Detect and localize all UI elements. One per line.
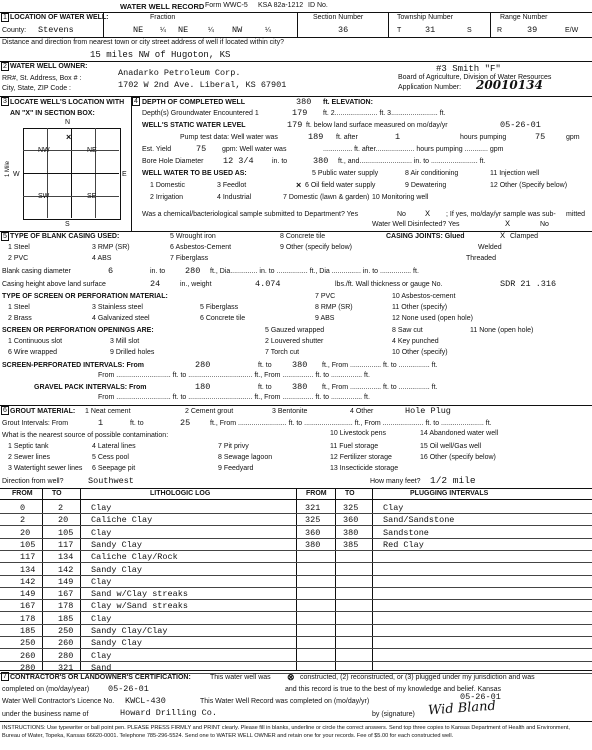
log-cell: Clay <box>91 527 112 538</box>
log-cell: 0 <box>20 503 26 513</box>
depth-completed-value: 380 <box>296 97 312 107</box>
plug-cell: 325 <box>343 503 359 513</box>
table-row <box>3 588 588 600</box>
pump-hours-label: hours pumping <box>460 134 507 141</box>
table-row <box>3 613 588 625</box>
log-cell: 117 <box>20 552 36 563</box>
record-date: 05-26-01 <box>460 692 501 702</box>
casing-weight: 4.074 <box>255 279 281 289</box>
plug-cell: Sand/Sandstone <box>383 515 455 526</box>
table-row <box>3 564 588 576</box>
plug-cell: Clay <box>383 503 404 513</box>
log-cell: 105 <box>20 539 36 550</box>
range-r: R <box>497 27 503 34</box>
log-cell: 142 <box>20 576 36 587</box>
static-level-value: 179 <box>287 120 303 130</box>
log-cell: 167 <box>58 589 74 600</box>
log-cell: Clay <box>91 613 112 624</box>
table-row <box>3 576 588 588</box>
grout-from: 1 <box>98 418 104 428</box>
table-row <box>3 662 588 674</box>
fraction-1: NE <box>133 25 144 35</box>
township-label: Township Number <box>397 14 454 21</box>
location-x-mark: × <box>66 132 72 142</box>
gravel-label: GRAVEL PACK INTERVALS: From <box>34 384 147 391</box>
casing-diameter: 6 <box>108 266 114 276</box>
joints-label: CASING JOINTS: Glued <box>386 233 465 240</box>
license-number: KWCL-430 <box>125 696 166 706</box>
county-value: Stevens <box>38 25 74 35</box>
groundwater-value: 179 <box>292 108 308 118</box>
section-number-label: Section Number <box>313 14 364 21</box>
owner-address: 1702 W 2nd Ave. Liberal, KS 67901 <box>118 80 287 90</box>
log-cell: 134 <box>20 564 36 575</box>
casing-height-label: Casing height above land surface <box>2 281 106 288</box>
log-cell: Sandy Clay <box>91 539 143 550</box>
casing-diameter-to: 280 <box>185 266 201 276</box>
plug-cell: 321 <box>305 503 321 513</box>
screen-material-label: TYPE OF SCREEN OR PERFORATION MATERIAL: <box>2 293 168 300</box>
perforated-label: SCREEN-PERFORATED INTERVALS: From <box>2 362 144 369</box>
contamination-label: What is the nearest source of possible contamination: <box>2 432 169 439</box>
quarter-2: ¼ <box>208 27 214 34</box>
id-number-label: ID No. <box>308 2 328 9</box>
fraction-label: Fraction <box>150 14 176 21</box>
groundwater-label: Depth(s) Groundwater Encountered 1 <box>142 110 259 117</box>
log-cell: Sandy Clay <box>91 564 143 575</box>
log-cell: 142 <box>58 564 74 575</box>
log-cell: Clay w/Sand streaks <box>91 601 188 612</box>
east-label: E <box>122 171 127 178</box>
log-cell: 20 <box>58 515 69 526</box>
wall-gauge: SDR 21 .316 <box>500 279 557 289</box>
log-cell: 280 <box>58 650 74 661</box>
depth-completed-label: DEPTH OF COMPLETED WELL <box>142 99 246 106</box>
yield-value: 75 <box>196 144 207 154</box>
perforated-to: 380 <box>292 360 308 370</box>
log-cell: Clay <box>91 503 112 513</box>
log-cell: Sandy Clay <box>91 638 143 649</box>
log-cell: 117 <box>58 539 74 550</box>
well-name: #3 Smith "F" <box>436 64 501 74</box>
signature: Wid Bland <box>427 698 497 719</box>
chem-no-mark: X <box>425 209 431 219</box>
log-cell: Clay <box>91 650 112 661</box>
owner-address-label: RR#, St. Address, Box # : <box>2 75 82 82</box>
casing-label: TYPE OF BLANK CASING USED: <box>10 233 120 240</box>
range-ew: E/W <box>565 27 579 34</box>
fraction-2: NE <box>178 25 189 35</box>
bore-label: Bore Hole Diameter <box>142 158 204 165</box>
how-many-value: 1/2 mile <box>430 475 476 486</box>
plug-cell: Red Clay <box>383 539 424 550</box>
quarter-3: ¼ <box>265 27 271 34</box>
township-value: 31 <box>425 25 436 35</box>
ne-label: NE <box>87 147 97 154</box>
grout-label: GROUT MATERIAL: <box>10 408 76 415</box>
log-cell: Sand <box>91 662 112 673</box>
log-cell: 321 <box>58 662 74 673</box>
static-level-date: 05-26-01 <box>500 120 541 130</box>
log-cell: 185 <box>58 613 74 624</box>
section-box[interactable] <box>23 128 121 220</box>
log-cell: 185 <box>20 626 36 636</box>
log-cell: 149 <box>58 576 74 587</box>
gravel-from: 180 <box>195 382 211 392</box>
quarter-1: ¼ <box>160 27 166 34</box>
chem-suffix: ; If yes, mo/day/yr sample was sub- <box>446 211 556 218</box>
log-cell: Sand w/Clay streaks <box>91 589 188 600</box>
table-row <box>3 514 588 526</box>
pump-gpm: 75 <box>535 132 546 142</box>
plug-cell: 325 <box>305 515 321 526</box>
locate-label-2: AN "X" IN SECTION BOX: <box>10 110 95 117</box>
log-cell: 178 <box>58 601 74 612</box>
business-name: Howard Drilling Co. <box>120 708 217 718</box>
yield-label: Est. Yield <box>142 146 172 153</box>
bore-value: 12 3/4 <box>223 156 254 166</box>
owner-label: WATER WELL OWNER: <box>10 63 88 70</box>
log-cell: Clay <box>91 576 112 587</box>
owner-city-label: City, State, ZIP Code : <box>2 85 71 92</box>
township-s: S <box>467 27 472 34</box>
log-cell: 105 <box>58 527 74 538</box>
sw-label: SW <box>38 193 50 200</box>
openings-label: SCREEN OR PERFORATION OPENINGS ARE: <box>2 327 154 334</box>
pump-test-label: Pump test data: Well water was <box>180 134 278 141</box>
plug-cell: 385 <box>343 539 359 550</box>
casing-height: 24 <box>150 279 161 289</box>
table-row <box>3 539 588 551</box>
north-label: N <box>65 119 71 126</box>
table-row <box>3 502 588 514</box>
west-label: W <box>13 171 20 178</box>
log-cell: Caliche Clay/Rock <box>91 552 178 563</box>
grout-intervals-label: Grout Intervals: From <box>2 420 69 427</box>
table-row <box>3 637 588 649</box>
pump-hours: 1 <box>395 132 401 142</box>
static-level-suffix: ft. below land surface measured on mo/day/yr <box>306 122 448 129</box>
perforated-from: 280 <box>195 360 211 370</box>
table-row <box>3 527 588 539</box>
disinfected-label: Water Well Disinfected? Yes <box>372 221 460 228</box>
how-many-label: How many feet? <box>370 478 421 485</box>
plug-cell: 380 <box>305 539 321 550</box>
log-cell: 250 <box>20 638 36 649</box>
log-cell: 167 <box>20 601 36 612</box>
use-label: WELL WATER TO BE USED AS: <box>142 170 247 177</box>
pump-test-ft: 189 <box>308 132 324 142</box>
distance-label: Distance and direction from nearest town or city street address of well if located within city? <box>2 39 285 46</box>
table-row <box>3 625 588 637</box>
cert-label: CONTRACTOR'S OR LANDOWNER'S CERTIFICATION: <box>10 674 191 681</box>
casing-diameter-label: Blank casing diameter <box>2 268 71 275</box>
location-section-label: LOCATION OF WATER WELL: <box>10 14 109 21</box>
disinfected-mark: X <box>505 219 511 229</box>
log-cell: 260 <box>58 638 74 649</box>
county-label: County: <box>2 27 27 34</box>
log-cell: 178 <box>20 613 36 624</box>
direction-value: Southwest <box>88 476 134 486</box>
log-cell: Caliche Clay <box>91 515 153 526</box>
log-cell: 134 <box>58 552 74 563</box>
nw-label: NW <box>38 147 50 154</box>
ksa-reference: KSA 82a-1212 <box>258 2 304 9</box>
grout-other: Hole Plug <box>405 406 451 416</box>
locate-label: LOCATE WELL'S LOCATION WITH <box>10 99 125 106</box>
yield-mid: gpm: Well water was <box>222 146 287 153</box>
form-number: Form WWC-5 <box>205 2 248 9</box>
log-cell: 260 <box>20 650 36 661</box>
south-label: S <box>65 221 70 228</box>
log-cell: 280 <box>20 662 36 673</box>
elevation-label: ft. ELEVATION: <box>323 99 373 106</box>
use-x-mark: × <box>296 180 302 190</box>
log-cell: Sandy Clay/Clay <box>91 626 168 636</box>
township-t: T <box>397 27 402 34</box>
application-number-label: Application Number: <box>398 84 462 91</box>
direction-label: Direction from well? <box>2 478 64 485</box>
mile-label: 1 Mile <box>5 160 12 178</box>
table-row <box>3 600 588 612</box>
log-cell: 20 <box>20 527 31 538</box>
completed-date: 05-26-01 <box>108 684 149 694</box>
table-row <box>3 650 588 662</box>
chem-no: No <box>397 211 406 218</box>
board-label: Board of Agriculture, Division of Water Resources <box>398 74 552 81</box>
plug-cell: 360 <box>305 527 321 538</box>
section-number-value: 36 <box>338 25 349 35</box>
form-title: WATER WELL RECORD <box>120 2 205 11</box>
fraction-3: NW <box>232 25 243 35</box>
plug-cell: Sandstone <box>383 527 429 538</box>
log-cell: 149 <box>20 589 36 600</box>
gravel-to: 380 <box>292 382 308 392</box>
distance-value: 15 miles NW of Hugoton, KS <box>90 50 231 60</box>
range-label: Range Number <box>500 14 548 21</box>
log-cell: 2 <box>20 515 26 526</box>
bore-to: 380 <box>313 156 329 166</box>
log-cell: 2 <box>58 503 64 513</box>
chem-sample-label: Was a chemical/bacteriological sample submitted to Department? Yes <box>142 211 359 218</box>
log-cell: 250 <box>58 626 74 636</box>
pump-after-label: ft. after <box>336 134 358 141</box>
plug-cell: 380 <box>343 527 359 538</box>
static-level-label: WELL'S STATIC WATER LEVEL <box>142 122 246 129</box>
owner-name: Anadarko Petroleum Corp. <box>118 68 241 78</box>
se-label: SE <box>87 193 97 200</box>
constructed-mark: ⊗ <box>287 672 295 682</box>
table-row <box>3 551 588 563</box>
plug-cell: 360 <box>343 515 359 526</box>
range-value: 39 <box>527 25 538 35</box>
instructions: INSTRUCTIONS: Use typewriter or ball point pen. PLEASE PRESS FIRMLY and PRINT clearly. Please fill in blanks, underline or circle the correct answers. Send top three copies to Kansas Department of Health and Environment, Bureau of Water, Topeka, Kansas 66620-0001. Telephone 785-296-5524. Send one to WATER WELL OWNER and retain one for your records. Fee of $5.00 for each constructed well. <box>2 725 570 739</box>
application-number: 20010134 <box>476 78 543 92</box>
grout-to: 25 <box>180 418 191 428</box>
